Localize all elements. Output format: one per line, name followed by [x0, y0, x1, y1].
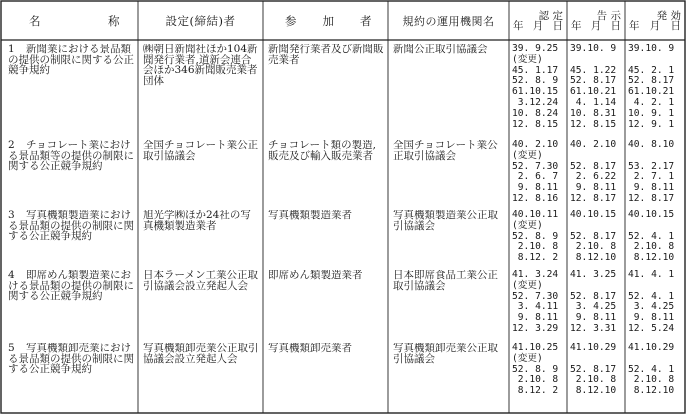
row-5-body: 写真機類卸売業公正取引協議会 — [393, 343, 498, 365]
header-announced-year: 年 — [571, 20, 582, 32]
row-4-name — [8, 270, 134, 336]
header-setter: 設定(締結)者 — [165, 14, 236, 28]
row-3-body: 写真機類製造業公正取引協議会 — [393, 210, 498, 232]
header-participants-char-2: 加 — [322, 14, 335, 28]
header-effective-year: 年 — [629, 20, 640, 32]
row-2-participants: チョコレート類の製造,販売及び輸入販売業者 — [268, 140, 377, 162]
row-3-approved: 40.10.11 (変更) 52. 8. 9 2.10. 8 8.12. 2 — [512, 209, 559, 264]
row-1-announced: 39.10. 9 45. 1.22 52. 8.17 61.10.21 4. 1.14 10. 8.31 12. 8.15 — [570, 43, 617, 130]
row-3-name — [8, 210, 134, 265]
header-effective-top: 発 効 — [656, 10, 681, 22]
header-announced — [571, 4, 621, 38]
row-1-name — [8, 44, 134, 134]
row-1-number: 1 — [8, 44, 15, 55]
row-5-effective: 41.10.29 52. 4. 1 2.10. 8 8.12.10 — [628, 342, 675, 397]
row-5-participants: 写真機類卸売業者 — [268, 343, 352, 354]
row-2-name — [8, 140, 134, 204]
row-4-number: 4 — [8, 270, 15, 281]
row-2-body: 全国チョコレート業公正取引協議会 — [393, 140, 498, 162]
header-announced-top: 告 示 — [596, 10, 621, 22]
row-1-body: 新聞公正取引協議会 — [393, 44, 488, 55]
header-participants-char-3: 者 — [360, 14, 372, 28]
row-2-setter: 全国チョコレート業公正取引協議会 — [143, 140, 259, 162]
header-name-char-1: 名 — [29, 14, 41, 28]
row-4-announced: 41. 3.25 52. 8.17 3. 4.25 9. 8.11 12. 3.31 — [570, 269, 617, 334]
header-effective-ymd — [629, 21, 681, 31]
row-3-number: 3 — [8, 210, 15, 221]
row-5-name-text: 写真機類卸売業における景品類の提供の制限に関する公正競争規約 — [8, 343, 134, 376]
row-5-number: 5 — [8, 343, 15, 354]
header-approved — [513, 4, 563, 38]
header-announced-day: 日 — [610, 20, 621, 32]
row-3-participants: 写真機類製造業者 — [268, 210, 352, 221]
row-2-name-text: チョコレート業における景品類等の提供の制限に関する公正競争規約 — [8, 140, 134, 173]
header-approved-top: 認 定 — [538, 10, 563, 22]
header-approved-month: 月 — [532, 20, 544, 32]
row-4-name-text: 即席めん類製造業における景品類の提供の制限に関する公正競争規約 — [8, 270, 134, 303]
row-1-participants: 新聞発行業者及び新聞販売業者 — [268, 44, 384, 66]
row-1-setter: ㈱朝日新聞社ほか104新聞発行業者,道新会連合会ほか346新聞販売業者団体 — [143, 44, 258, 87]
row-4-participants: 即席めん類製造業者 — [268, 270, 363, 281]
header-announced-ymd — [571, 21, 621, 31]
header-effective-month: 月 — [649, 20, 661, 32]
header-name-char-2: 称 — [108, 14, 120, 28]
row-5-approved: 41.10.25 (変更) 52. 8. 9 2.10. 8 8.12. 2 — [512, 342, 559, 397]
row-4-effective: 41. 4. 1 52. 4. 1 3. 4.25 9. 8.11 12. 5.24 — [628, 269, 675, 334]
row-1-effective: 39.10. 9 45. 2. 1 52. 8.17 61.10.21 4. 2. 1 10. 9. 1 12. 9. 1 — [628, 43, 675, 130]
row-5-setter: 写真機類卸売業公正取引協議会設立発起人会 — [143, 343, 259, 365]
row-3-name-text: 写真機類製造業における景品類の提供の制限に関する公正競争規約 — [8, 210, 134, 243]
header-approved-year: 年 — [513, 20, 524, 32]
row-2-approved: 40. 2.10 (変更) 52. 7.30 2. 6. 7 9. 8.11 12. 8.16 — [512, 139, 559, 204]
row-3-announced: 40.10.15 52. 8.17 2.10. 8 8.12.10 — [570, 209, 617, 264]
header-participants — [263, 4, 388, 38]
header-approved-ymd — [513, 21, 563, 31]
row-3-setter: 旭光学㈱ほか24社の写真機類製造業者 — [143, 210, 251, 232]
row-5-announced: 41.10.29 52. 8.17 2.10. 8 8.12.10 — [570, 342, 617, 397]
row-4-approved: 41. 3.24 (変更) 52. 7.30 3. 4.11 9. 8.11 12. 3.29 — [512, 269, 559, 334]
row-3-effective: 40.10.15 52. 4. 1 2.10. 8 8.12.10 — [628, 209, 675, 264]
row-5-name — [8, 343, 134, 409]
row-4-setter: 日本ラーメン工業公正取引協議会設立発起人会 — [143, 270, 258, 292]
row-2-announced: 40. 2.10 52. 8.17 2. 6.22 9. 8.11 12. 8.17 — [570, 139, 617, 204]
header-approved-day: 日 — [552, 20, 563, 32]
header-effective — [629, 4, 681, 38]
row-1-approved: 39. 9.25 (変更) 45. 1.17 52. 8. 9 61.10.15 3.12.24 10. 8.24 12. 8.15 — [512, 43, 559, 130]
header-name — [1, 4, 138, 38]
row-2-number: 2 — [8, 140, 15, 151]
header-effective-day: 日 — [670, 20, 681, 32]
row-1-name-text: 新聞業における景品類の提供の制限に関する公正競争規約 — [8, 44, 134, 77]
header-participants-char-1: 参 — [285, 14, 297, 28]
header-announced-month: 月 — [590, 20, 602, 32]
row-4-body: 日本即席食品工業公正取引協議会 — [393, 270, 498, 292]
row-2-effective: 40. 8.10 53. 2.17 2. 7. 1 9. 8.11 12. 8.17 — [628, 139, 675, 204]
header-body: 規約の運用機関名 — [402, 15, 495, 28]
